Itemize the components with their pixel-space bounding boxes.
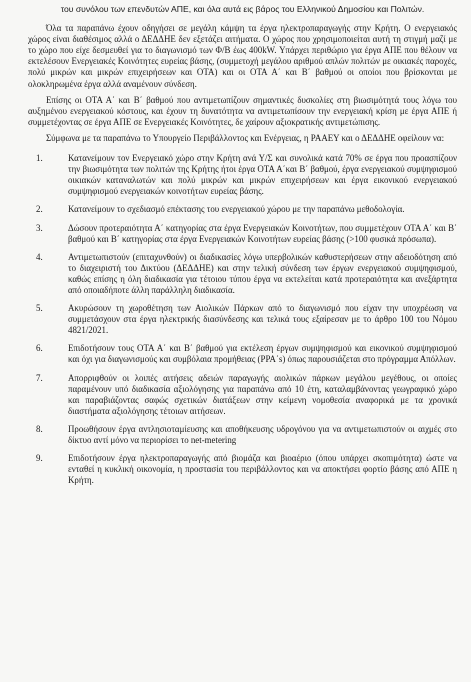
demands-list (28, 153, 457, 486)
item-text: Κατανείμουν το σχεδιασμό επέκτασης του ενεργειακού χώρου με την παραπάνω μεθοδολογία. (68, 204, 405, 215)
list-item (28, 252, 457, 296)
list-item (28, 204, 457, 215)
item-text: Απορριφθούν οι λοιπές αιτήσεις αδειών παραγωγής αιολικών πάρκων μεγάλου μεγέθους, οι οποίες παραμένουν υπό διαδικασία αξιολόγησης για παραπάνω από 10 έτη, καταλαμβάνοντας γεωγραφικό χώρο και παραβιάζοντας σαφώς σχετικών διατάξεων στην κείμενη νομοθεσία αναφορικά με τα χρονικά διαστήματα αξιολόγησης τέτοιων αιτήσεων. (68, 372, 457, 416)
item-number: 9. (36, 453, 43, 464)
item-number: 5. (36, 303, 43, 314)
list-item (28, 373, 457, 417)
item-text: Αντιμετωπιστούν (επιταχυνθούν) οι διαδικασίες λόγω υπερβολικών καθυστερήσεων στην αδειοδότηση από το διαχειριστή του Δικτύου (ΔΕΔΔΗΕ) και στην τελική σύνδεση των έργων ενεργειακού συμψηφισμού, καθώς επίσης η όλη διαδικασία για τέτοιου τύπου έργα να εκτελείται κατά προτεραιότητα και ανεξάρτητα από οποιαδήποτε άλλη παράλληλη διαδικασία. (68, 251, 457, 295)
item-number: 8. (36, 423, 43, 434)
item-number: 6. (36, 343, 43, 354)
item-number: 1. (36, 153, 43, 164)
item-text: Ακυρώσουν τη χωροθέτηση των Αιολικών Πάρκων από το διαγωνισμό που είχαν την υποχρέωση να συμμετάσχουν στα έργα ηλεκτρικής διασύνδεσης και τελικά τους εξαίρεσαν με το άρθρο 100 του Νόμου 4821/2021. (68, 303, 457, 336)
list-item (28, 343, 457, 365)
list-item (28, 453, 457, 486)
item-number: 2. (36, 204, 43, 215)
paragraph-2: Επίσης οι ΟΤΑ Α΄ και Β΄ βαθμού που αντιμετωπίζουν σημαντικές δυσκολίες στη βιωσιμότητά τους λόγω του αυξημένου ενεργειακού κόστους, και έχουν τη δυνατότητα να αντιμετωπίσουν την ενεργειακή κρίση με έργα ΑΠΕ ή συμμετέχοντας σε έργα ΑΠΕ σε Ενεργειακές Κοινότητες, δε χαίρουν αξιοκρατικής αντιμετώπισης. (28, 94, 457, 127)
list-item (28, 424, 457, 446)
paragraph-3: Σύμφωνα με τα παραπάνω το Υπουργείο Περιβάλλοντος και Ενέργειας, η ΡΑΑΕΥ και ο ΔΕΔΔΗΕ οφείλουν να: (46, 132, 445, 143)
item-text: Κατανείμουν τον Ενεργειακό χώρο στην Κρήτη ανά Υ/Σ και συνολικά κατά 70% σε έργα που προασπίζουν την βιωσιμότητα των πολιτών της Κρήτης ήτοι έργα ΟΤΑ Α΄και Β΄ βαθμού, έργα ενεργειακού συμψηφισμού οικιακών καταναλωτών και πολύ μικρών και μικρών επιχειρήσεων και έργα εικονικού ενεργειακού συμψηφισμού ενεργειακών κοινοτήτων ευρείας βάσης. (68, 153, 457, 197)
list-item (28, 223, 457, 245)
item-number: 4. (36, 251, 43, 262)
item-text: Επιδοτήσουν τους ΟΤΑ Α΄ και Β΄ βαθμού για εκτέλεση έργων συμψηφισμού και εικονικού συμψηφισμού και όχι για διαγωνισμούς και συμβόλαια προμήθειας (PPA΄s) όπως παρουσιάζεται στο πρόγραμμα Απόλλων. (68, 343, 457, 365)
list-item (28, 303, 457, 336)
item-text: Επιδοτήσουν έργα ηλεκτροπαραγωγής από βιομάζα και βιοαέριο (όπου υπάρχει σκοπιμότητα) ώστε να ενταθεί η κυκλική οικονομία, η προστασία του περιβάλλοντος και να αποκτήσει φορτίο βάσης από ΑΠΕ η Κρήτη. (68, 453, 457, 486)
item-number: 3. (36, 222, 43, 233)
item-text: Προωθήσουν έργα αντλησιοταμίευσης και αποθήκευσης υδρογόνου για να αντιμετωπιστούν οι αιχμές στο δίκτυο αντί μόνο να περιορίσει το net-metering (68, 423, 457, 445)
list-item (28, 153, 457, 197)
paragraph-1: Όλα τα παραπάνω έχουν οδηγήσει σε μεγάλη κάμψη τα έργα ηλεκτροπαραγωγής στην Κρήτη. Ο ενεργειακός χώρος είναι διαθέσιμος αλλά ο ΔΕΔΔΗΕ δεν εξετάζει αιτήματα. Ο χώρος που χρησιμοποιείται αυτή τη στιγμή μαζί με το χώρο που είχε δεσμευθεί για το διαγωνισμό των Φ/Β έως 400kW. Υπάρχει περιθώριο για έργα ΑΠΕ που θέλουν να εκτελέσουν Ενεργειακές Κοινότητες ευρείας βάσης, (συμμετοχή μεγάλου αριθμού απλών πολιτών με οικιακές παροχές, πολύ μικρών και μικρών επιχειρήσεων και ΟΤΑ) και οι ΟΤΑ Α΄ και Β΄ βαθμού οι οποίοι που βρίσκονται με ολοκληρωμένα έργα αλλά αναμένουν σύνδεση. (28, 23, 457, 89)
item-text: Δώσουν προτεραιότητα Α΄ κατηγορίας στα έργα Ενεργειακών Κοινοτήτων, που συμμετέχουν ΟΤΑ Α΄ και Β΄ βαθμού και Β΄ κατηγορίας στα έργα Ενεργειακών Κοινοτήτων ευρείας βάσης (>100 φυσικά πρόσωπα). (68, 222, 457, 244)
intro-text: του συνόλου των επενδυτών ΑΠΕ, και όλα αυτά εις βάρος του Ελληνικού Δημοσίου και Πολιτών. (60, 4, 425, 14)
item-number: 7. (36, 372, 43, 383)
